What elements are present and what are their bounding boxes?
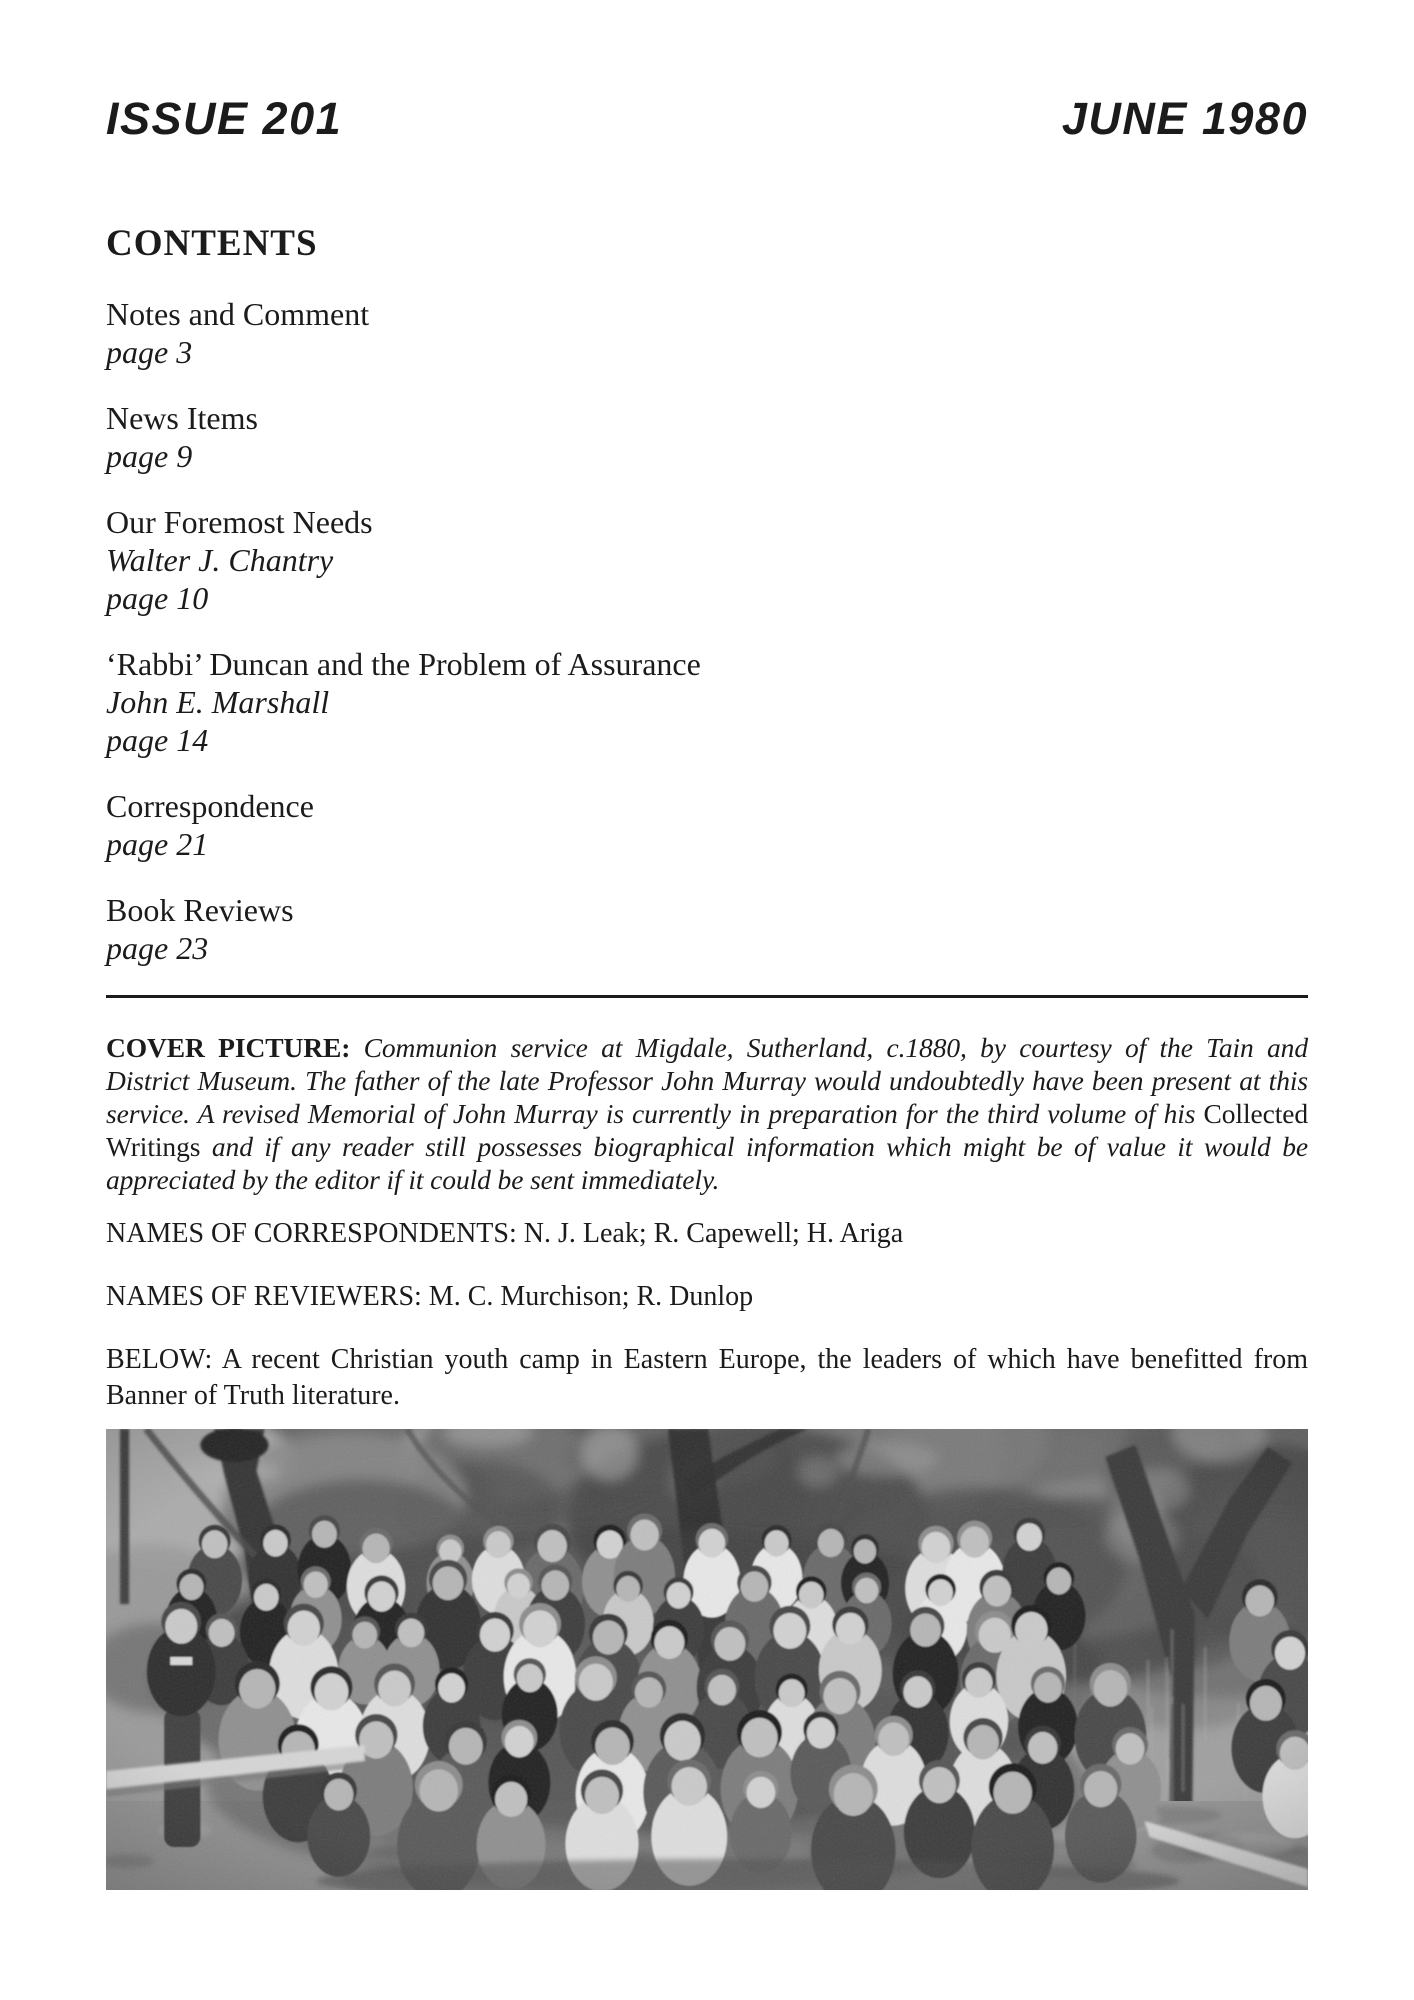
toc-entry-title: Notes and Comment — [106, 296, 370, 332]
toc-entry-title: ‘Rabbi’ Duncan and the Problem of Assurance — [106, 646, 701, 682]
toc-entry-author: John E. Marshall — [106, 684, 330, 720]
cover-picture-label: COVER PICTURE: — [106, 1032, 351, 1063]
toc-entry-page: page 21 — [106, 826, 209, 862]
youth-camp-photo-image — [106, 1429, 1308, 1890]
issue-date: JUNE 1980 — [1061, 93, 1308, 144]
toc-entry-page: page 10 — [106, 580, 209, 616]
cover-picture-text: and if any reader still possesses biographical information which might be of value it would be appreciated by the editor if it could be sent immediately. — [106, 1131, 1308, 1195]
section-divider — [106, 995, 1308, 998]
toc-entry — [106, 891, 1308, 967]
toc-entry-title: Book Reviews — [106, 892, 294, 928]
correspondents-line: NAMES OF CORRESPONDENTS: N. J. Leak; R. Capewell; H. Ariga — [106, 1218, 904, 1249]
reviewers-line: NAMES OF REVIEWERS: M. C. Murchison; R. Dunlop — [106, 1281, 754, 1312]
page-header — [106, 0, 1308, 144]
photo-caption-note: BELOW: A recent Christian youth camp in Eastern Europe, the leaders of which have benefitted from Banner of Truth literature. — [106, 1344, 1308, 1411]
toc-entry-page: page 3 — [106, 334, 193, 370]
toc-entry — [106, 787, 1308, 863]
toc-entry-page: page 23 — [106, 930, 209, 966]
table-of-contents — [106, 295, 1308, 967]
toc-entry-author: Walter J. Chantry — [106, 542, 334, 578]
toc-entry-title: Our Foremost Needs — [106, 504, 373, 540]
toc-entry-page: page 9 — [106, 438, 193, 474]
contents-heading: CONTENTS — [106, 223, 318, 264]
toc-entry — [106, 503, 1308, 617]
cover-picture-text: Communion service at Migdale, Sutherland, c.1880, by courtesy of the Tain and District Museum. The father of the late Professor John Murray would undoubtedly have been present at this service. A revised Memorial of John Murray is currently in preparation for the third volume of his — [106, 1032, 1308, 1129]
toc-entry-title: News Items — [106, 400, 258, 436]
toc-entry — [106, 295, 1308, 371]
toc-entry — [106, 399, 1308, 475]
cover-picture-note — [106, 1031, 1308, 1196]
issue-number: ISSUE 201 — [106, 93, 343, 144]
cover-picture-book-title: Collected Writings — [106, 1098, 1308, 1162]
toc-entry-title: Correspondence — [106, 788, 314, 824]
toc-entry — [106, 645, 1308, 759]
youth-camp-photo — [106, 1429, 1308, 1890]
toc-entry-page: page 14 — [106, 722, 209, 758]
